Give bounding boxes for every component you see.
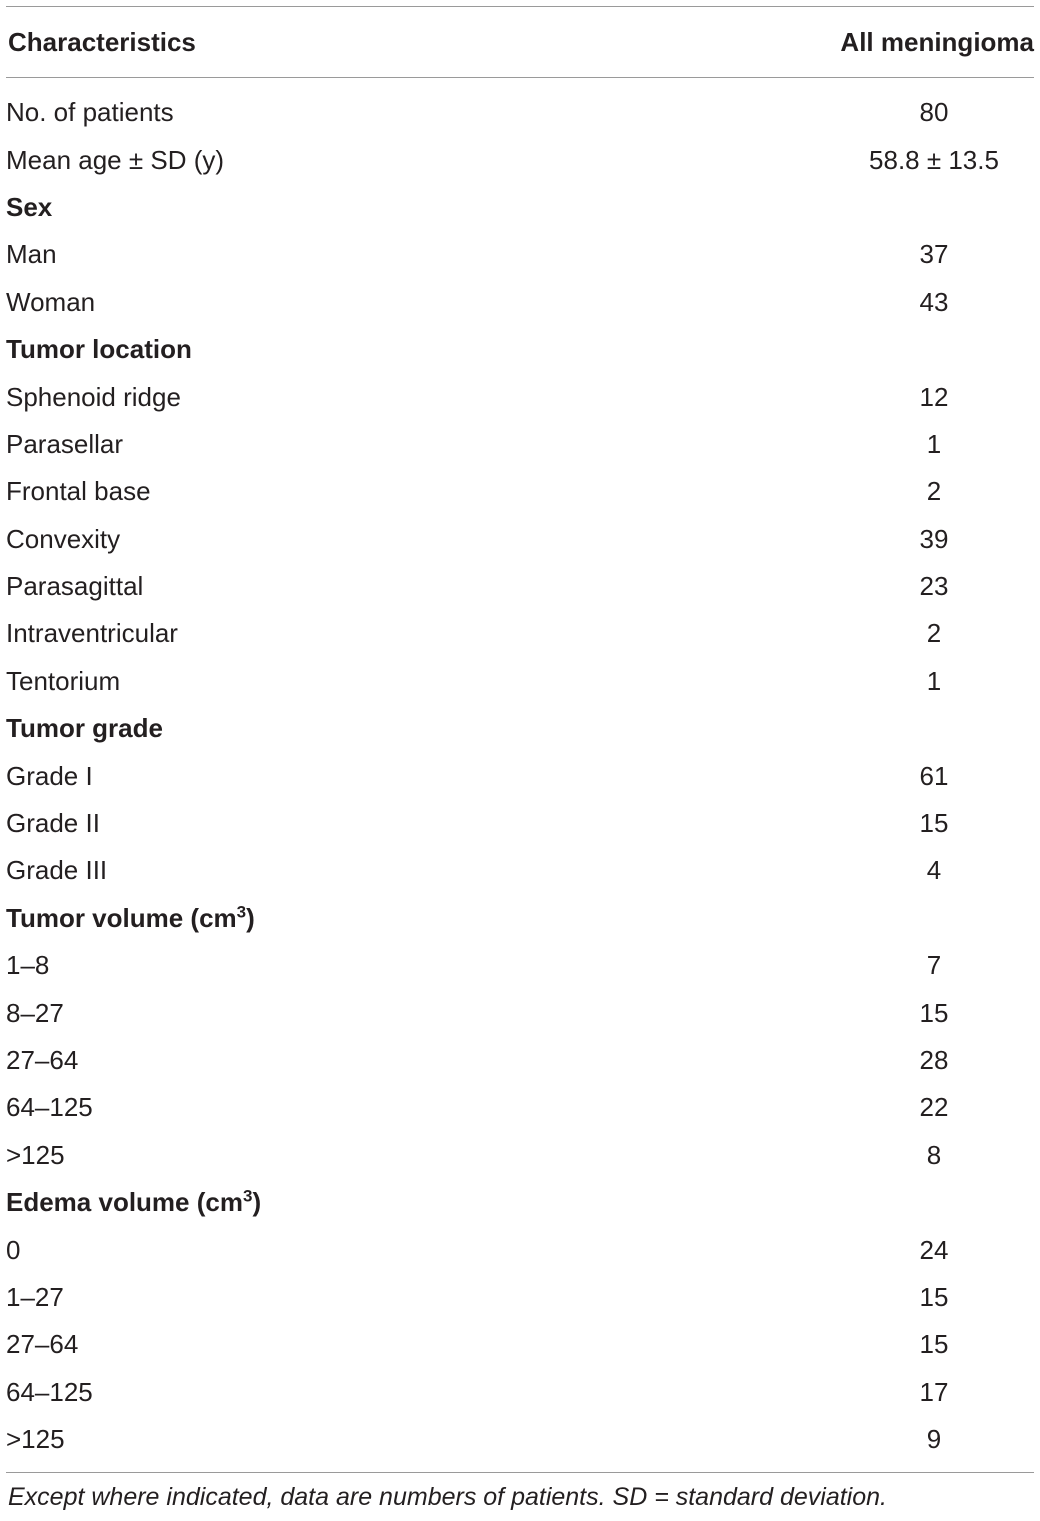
row-label: [6, 855, 834, 886]
row-label-text: Grade II: [6, 808, 100, 839]
row-value: 24: [919, 1234, 949, 1265]
row-label: [6, 1282, 834, 1313]
row-label-text: Parasagittal: [6, 571, 144, 602]
table-row: [6, 847, 1034, 894]
row-value: 58.8 ± 13.5: [869, 144, 999, 175]
row-label-text: Grade I: [6, 760, 93, 791]
row-value: 8: [926, 1139, 942, 1170]
row-value: 2: [926, 618, 942, 649]
table-row: [6, 752, 1034, 799]
table-row: [6, 942, 1034, 989]
row-label-text: Woman: [6, 286, 96, 317]
row-label: [6, 476, 834, 507]
section-header-row: [6, 326, 1034, 373]
table-row: [6, 989, 1034, 1036]
table-row: [6, 610, 1034, 657]
table-row: [6, 563, 1034, 610]
row-label-text: Tumor location: [6, 334, 192, 365]
section-header-row: [6, 705, 1034, 752]
row-label-text: Tumor grade: [6, 713, 163, 744]
table-row: [6, 373, 1034, 420]
row-label-text: 27–64: [6, 1329, 79, 1360]
row-label: [6, 1424, 834, 1455]
row-label: [6, 1329, 834, 1360]
row-label-text: Convexity: [6, 523, 121, 554]
table-row: [6, 1084, 1034, 1131]
row-label: [6, 1235, 834, 1266]
row-label-text: 1–27: [6, 1281, 64, 1312]
row-label-text: Intraventricular: [6, 618, 178, 649]
characteristics-table: [6, 6, 1034, 1512]
table-row: [6, 1416, 1034, 1463]
row-value: 15: [919, 808, 949, 839]
row-label-text: Sphenoid ridge: [6, 381, 181, 412]
table-row: [6, 1037, 1034, 1084]
table-row: [6, 800, 1034, 847]
row-label-text: 8–27: [6, 997, 64, 1028]
row-label-text: Frontal base: [6, 476, 151, 507]
section-header-row: [6, 184, 1034, 231]
row-value: 22: [919, 1092, 949, 1123]
row-value: 7: [926, 950, 942, 981]
row-label-text: Parasellar: [6, 428, 124, 459]
row-label-superscript: 3: [236, 902, 247, 922]
row-label: [6, 1045, 834, 1076]
row-label: [6, 1377, 834, 1408]
table-body: [6, 78, 1034, 1472]
row-label: [6, 239, 834, 270]
row-label: [6, 761, 834, 792]
row-label-end: ): [246, 902, 255, 933]
row-label: [6, 192, 834, 223]
table-row: [6, 231, 1034, 278]
row-label-text: 1–8: [6, 950, 50, 981]
row-value: 43: [919, 286, 949, 317]
row-label-text: >125: [6, 1424, 65, 1455]
row-label: [6, 903, 834, 934]
header-all-meningioma: All meningioma: [840, 26, 1034, 57]
row-label-text: Edema volume (cm: [6, 1187, 243, 1218]
header-characteristics: Characteristics: [8, 26, 196, 57]
table-row: [6, 421, 1034, 468]
section-header-row: [6, 895, 1034, 942]
row-label: [6, 1187, 834, 1218]
table-row: [6, 468, 1034, 515]
section-header-row: [6, 1179, 1034, 1226]
row-value: 80: [919, 97, 949, 128]
row-label: [6, 1140, 834, 1171]
row-label: [6, 808, 834, 839]
row-label: [6, 618, 834, 649]
row-label: [6, 429, 834, 460]
row-label-text: Mean age ± SD (y): [6, 144, 225, 175]
row-label: [6, 950, 834, 981]
row-value: 12: [919, 381, 949, 412]
row-value: 15: [919, 1329, 949, 1360]
table-row: [6, 1226, 1034, 1273]
row-label: [6, 713, 834, 744]
row-value: 17: [919, 1376, 949, 1407]
row-value: 2: [926, 476, 942, 507]
row-label-text: Man: [6, 239, 57, 270]
row-value: 28: [919, 1045, 949, 1075]
row-label-text: 27–64: [6, 1045, 79, 1075]
row-label: [6, 287, 834, 318]
row-value: 15: [919, 997, 949, 1028]
row-label: [6, 97, 834, 128]
row-label: [6, 524, 834, 555]
table-footnote: Except where indicated, data are numbers of patients. SD = standard deviation.: [8, 1483, 887, 1512]
table-row: [6, 658, 1034, 705]
row-label: [6, 571, 834, 602]
row-label: [6, 1092, 834, 1123]
row-label-text: No. of patients: [6, 97, 174, 128]
table-header: [6, 7, 1034, 77]
row-value: 4: [926, 855, 942, 886]
row-label: [6, 998, 834, 1029]
row-value: 61: [919, 760, 949, 791]
table-row: [6, 516, 1034, 563]
row-value: 23: [919, 571, 949, 602]
row-label: [6, 666, 834, 697]
row-value: 15: [919, 1281, 949, 1312]
table-row: [6, 1274, 1034, 1321]
row-label-end: ): [252, 1187, 262, 1218]
row-label: [6, 334, 834, 365]
row-value: 37: [919, 239, 949, 270]
row-label-text: Tentorium: [6, 665, 121, 696]
row-label-text: >125: [6, 1139, 65, 1170]
row-label-text: 0: [6, 1234, 21, 1265]
row-value: 9: [926, 1424, 942, 1455]
row-label-text: 64–125: [6, 1376, 93, 1407]
row-value: 39: [919, 523, 949, 554]
row-value: 1: [926, 428, 942, 459]
row-label: [6, 382, 834, 413]
row-value: 1: [926, 665, 942, 696]
row-label-text: 64–125: [6, 1092, 93, 1123]
row-label-text: Grade III: [6, 855, 108, 886]
table-row: [6, 1132, 1034, 1179]
table-row: [6, 279, 1034, 326]
row-label-text: Sex: [6, 191, 53, 222]
row-label-superscript: 3: [242, 1186, 253, 1206]
row-label-text: Tumor volume (cm: [6, 902, 237, 933]
table-row: [6, 1321, 1034, 1368]
row-label: [6, 145, 834, 176]
table-row: [6, 136, 1034, 183]
table-row: [6, 1369, 1034, 1416]
table-row: [6, 89, 1034, 136]
